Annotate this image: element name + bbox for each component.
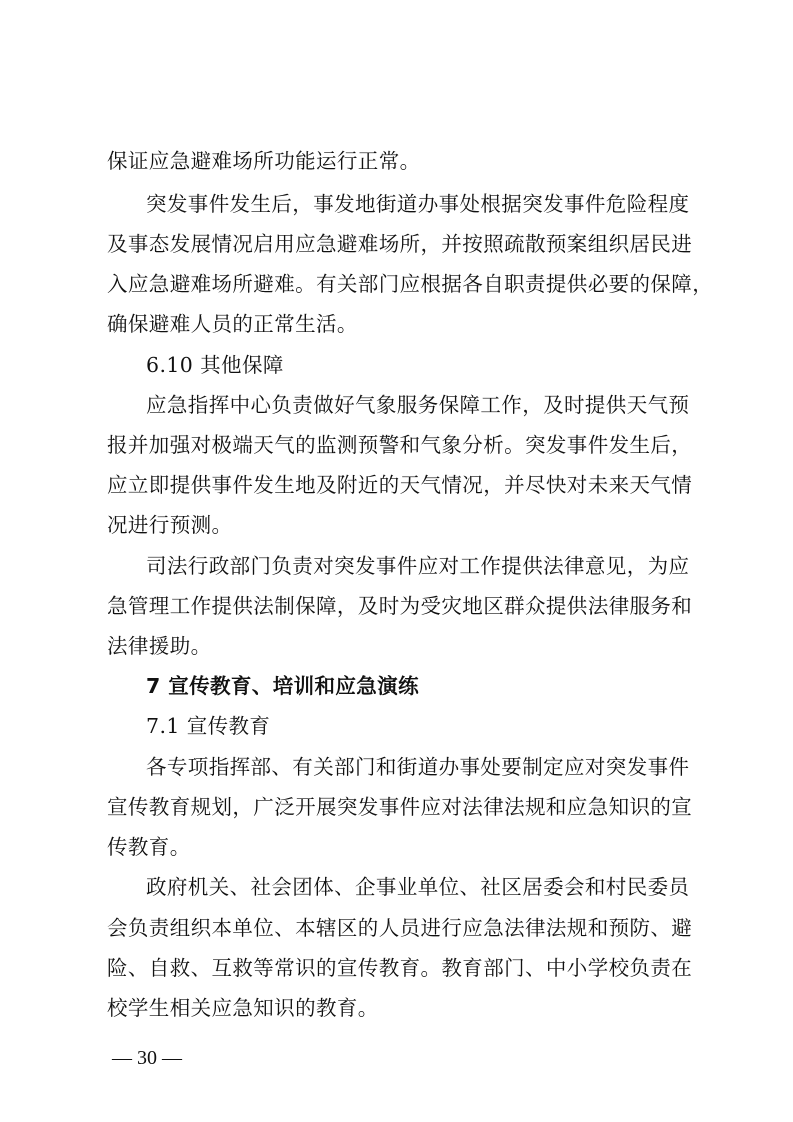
section-heading-6-10: 6.10 其他保障 <box>146 353 284 377</box>
page-number: — 30 — <box>112 1047 182 1069</box>
paragraph-line: 报并加强对极端天气的监测预警和气象分析。突发事件发生后， <box>107 433 693 457</box>
section-heading-7-1: 7.1 宣传教育 <box>146 714 271 738</box>
paragraph-line: 急管理工作提供法制保障，及时为受灾地区群众提供法律服务和 <box>107 594 693 618</box>
paragraph-line: 入应急避难场所避难。有关部门应根据各自职责提供必要的保障， <box>107 272 714 296</box>
chapter-heading-7: 7 宣传教育、培训和应急演练 <box>146 674 420 698</box>
paragraph-line: 突发事件发生后，事发地街道办事处根据突发事件危险程度 <box>146 192 690 216</box>
paragraph-line: 保证应急避难场所功能运行正常。 <box>107 149 421 173</box>
paragraph-line: 传教育。 <box>107 835 191 859</box>
paragraph-line: 校学生相关应急知识的教育。 <box>107 996 379 1020</box>
paragraph-line: 法律援助。 <box>107 634 212 658</box>
paragraph-line: 会负责组织本单位、本辖区的人员进行应急法律法规和预防、避 <box>107 916 693 940</box>
paragraph-line: 司法行政部门负责对突发事件应对工作提供法律意见，为应 <box>146 554 690 578</box>
paragraph-line: 各专项指挥部、有关部门和街道办事处要制定应对突发事件 <box>146 755 690 779</box>
paragraph-line: 应立即提供事件发生地及附近的天气情况，并尽快对未来天气情 <box>107 473 693 497</box>
paragraph-line: 及事态发展情况启用应急避难场所，并按照疏散预案组织居民进 <box>107 232 693 256</box>
paragraph-line: 政府机关、社会团体、企事业单位、社区居委会和村民委员 <box>146 875 690 899</box>
paragraph-line: 应急指挥中心负责做好气象服务保障工作，及时提供天气预 <box>146 393 690 417</box>
paragraph-line: 况进行预测。 <box>107 513 233 537</box>
paragraph-line: 确保避难人员的正常生活。 <box>107 312 358 336</box>
paragraph-line: 宣传教育规划，广泛开展突发事件应对法律法规和应急知识的宣 <box>107 795 693 819</box>
paragraph-line: 险、自救、互救等常识的宣传教育。教育部门、中小学校负责在 <box>107 956 693 980</box>
